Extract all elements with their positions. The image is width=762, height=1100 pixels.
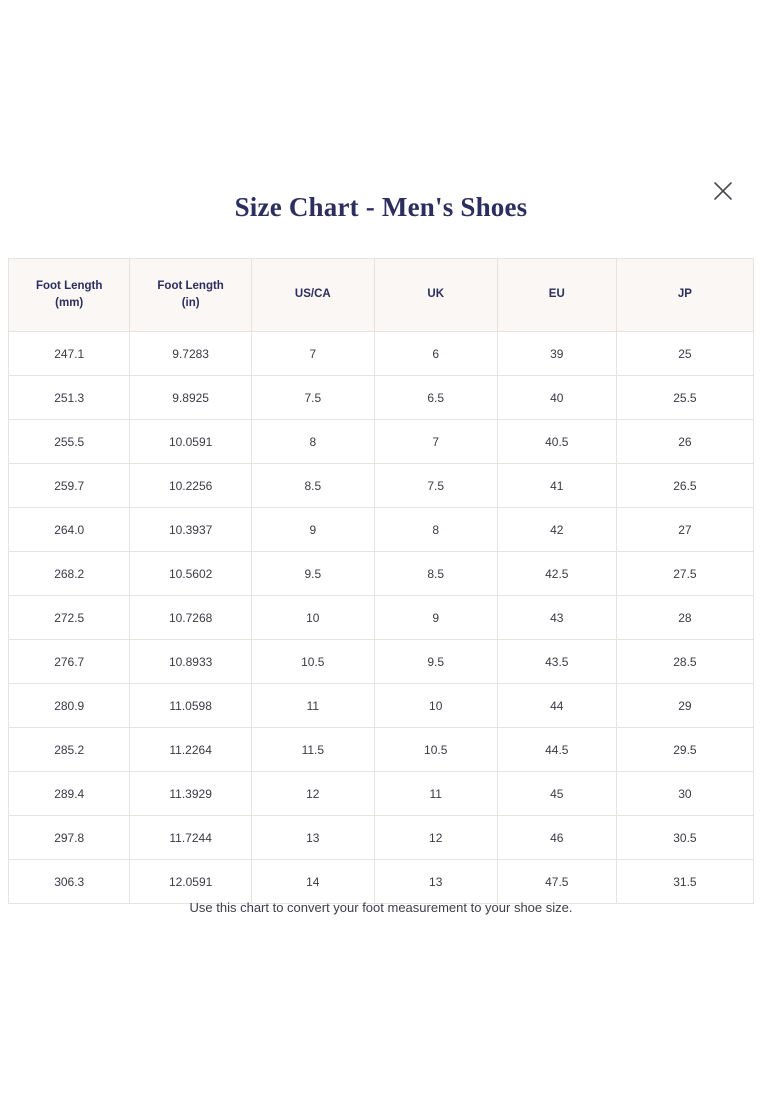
table-row bbox=[9, 420, 754, 464]
cell-foot-length-in: 10.7268 bbox=[130, 596, 251, 640]
cell-eu: 42.5 bbox=[497, 552, 616, 596]
cell-jp: 27 bbox=[616, 508, 753, 552]
column-header-line1: EU bbox=[548, 288, 565, 301]
cell-foot-length-in: 12.0591 bbox=[130, 860, 251, 904]
cell-foot-length-in: 11.7244 bbox=[130, 816, 251, 860]
cell-jp: 27.5 bbox=[616, 552, 753, 596]
cell-foot-length-mm: 272.5 bbox=[9, 596, 130, 640]
cell-foot-length-mm: 247.1 bbox=[9, 332, 130, 376]
cell-uk: 9.5 bbox=[374, 640, 497, 684]
cell-foot-length-mm: 306.3 bbox=[9, 860, 130, 904]
cell-jp: 28 bbox=[616, 596, 753, 640]
size-chart-table-wrap bbox=[8, 258, 754, 904]
cell-uk: 8 bbox=[374, 508, 497, 552]
cell-foot-length-mm: 276.7 bbox=[9, 640, 130, 684]
cell-foot-length-in: 11.3929 bbox=[130, 772, 251, 816]
cell-uk: 7.5 bbox=[374, 464, 497, 508]
cell-eu: 43.5 bbox=[497, 640, 616, 684]
cell-foot-length-mm: 251.3 bbox=[9, 376, 130, 420]
cell-jp: 30 bbox=[616, 772, 753, 816]
cell-eu: 40.5 bbox=[497, 420, 616, 464]
cell-us-ca: 12 bbox=[251, 772, 374, 816]
cell-jp: 26.5 bbox=[616, 464, 753, 508]
cell-us-ca: 9.5 bbox=[251, 552, 374, 596]
cell-foot-length-mm: 289.4 bbox=[9, 772, 130, 816]
cell-foot-length-mm: 268.2 bbox=[9, 552, 130, 596]
table-row bbox=[9, 860, 754, 904]
cell-foot-length-in: 9.8925 bbox=[130, 376, 251, 420]
cell-uk: 9 bbox=[374, 596, 497, 640]
cell-foot-length-in: 10.8933 bbox=[130, 640, 251, 684]
cell-us-ca: 7.5 bbox=[251, 376, 374, 420]
chart-footnote: Use this chart to convert your foot measurement to your shoe size. bbox=[189, 900, 573, 915]
cell-eu: 44.5 bbox=[497, 728, 616, 772]
cell-us-ca: 13 bbox=[251, 816, 374, 860]
cell-uk: 8.5 bbox=[374, 552, 497, 596]
cell-jp: 29 bbox=[616, 684, 753, 728]
cell-jp: 25 bbox=[616, 332, 753, 376]
column-header-uk bbox=[374, 259, 497, 332]
cell-uk: 13 bbox=[374, 860, 497, 904]
cell-us-ca: 8.5 bbox=[251, 464, 374, 508]
cell-us-ca: 11 bbox=[251, 684, 374, 728]
page-title: Size Chart - Men's Shoes bbox=[234, 192, 528, 222]
cell-foot-length-in: 9.7283 bbox=[130, 332, 251, 376]
column-header-eu bbox=[497, 259, 616, 332]
cell-uk: 10.5 bbox=[374, 728, 497, 772]
cell-uk: 10 bbox=[374, 684, 497, 728]
cell-us-ca: 11.5 bbox=[251, 728, 374, 772]
cell-foot-length-mm: 264.0 bbox=[9, 508, 130, 552]
cell-jp: 25.5 bbox=[616, 376, 753, 420]
cell-eu: 42 bbox=[497, 508, 616, 552]
cell-us-ca: 10.5 bbox=[251, 640, 374, 684]
cell-us-ca: 9 bbox=[251, 508, 374, 552]
cell-jp: 26 bbox=[616, 420, 753, 464]
cell-us-ca: 8 bbox=[251, 420, 374, 464]
cell-us-ca: 10 bbox=[251, 596, 374, 640]
cell-uk: 12 bbox=[374, 816, 497, 860]
table-row bbox=[9, 640, 754, 684]
cell-jp: 31.5 bbox=[616, 860, 753, 904]
column-header-us-ca bbox=[251, 259, 374, 332]
table-row bbox=[9, 332, 754, 376]
table-row bbox=[9, 728, 754, 772]
cell-uk: 6.5 bbox=[374, 376, 497, 420]
cell-us-ca: 14 bbox=[251, 860, 374, 904]
cell-eu: 40 bbox=[497, 376, 616, 420]
cell-foot-length-in: 11.0598 bbox=[130, 684, 251, 728]
column-header-line1: JP bbox=[677, 288, 692, 301]
cell-foot-length-mm: 285.2 bbox=[9, 728, 130, 772]
cell-us-ca: 7 bbox=[251, 332, 374, 376]
column-header-line1: Foot Length bbox=[157, 279, 224, 292]
cell-eu: 44 bbox=[497, 684, 616, 728]
table-row bbox=[9, 552, 754, 596]
cell-foot-length-in: 10.2256 bbox=[130, 464, 251, 508]
cell-foot-length-in: 11.2264 bbox=[130, 728, 251, 772]
cell-uk: 6 bbox=[374, 332, 497, 376]
cell-foot-length-mm: 297.8 bbox=[9, 816, 130, 860]
cell-uk: 7 bbox=[374, 420, 497, 464]
cell-foot-length-in: 10.5602 bbox=[130, 552, 251, 596]
size-chart-table bbox=[8, 258, 754, 904]
column-header-foot-length-in bbox=[130, 259, 251, 332]
cell-uk: 11 bbox=[374, 772, 497, 816]
cell-jp: 29.5 bbox=[616, 728, 753, 772]
cell-eu: 41 bbox=[497, 464, 616, 508]
cell-foot-length-mm: 280.9 bbox=[9, 684, 130, 728]
column-header-line1: UK bbox=[427, 288, 445, 301]
table-row bbox=[9, 772, 754, 816]
table-header-row bbox=[9, 259, 754, 332]
column-header-jp bbox=[616, 259, 753, 332]
table-row bbox=[9, 816, 754, 860]
cell-foot-length-mm: 259.7 bbox=[9, 464, 130, 508]
cell-jp: 30.5 bbox=[616, 816, 753, 860]
column-header-line2: (mm) bbox=[55, 297, 84, 309]
table-row bbox=[9, 508, 754, 552]
table-row bbox=[9, 684, 754, 728]
cell-jp: 28.5 bbox=[616, 640, 753, 684]
cell-eu: 46 bbox=[497, 816, 616, 860]
column-header-line2: (in) bbox=[181, 297, 200, 309]
table-row bbox=[9, 376, 754, 420]
column-header-foot-length-mm bbox=[9, 259, 130, 332]
cell-eu: 43 bbox=[497, 596, 616, 640]
cell-eu: 45 bbox=[497, 772, 616, 816]
cell-eu: 39 bbox=[497, 332, 616, 376]
cell-foot-length-in: 10.3937 bbox=[130, 508, 251, 552]
cell-foot-length-mm: 255.5 bbox=[9, 420, 130, 464]
cell-eu: 47.5 bbox=[497, 860, 616, 904]
table-row bbox=[9, 464, 754, 508]
column-header-line1: US/CA bbox=[294, 288, 331, 301]
cell-foot-length-in: 10.0591 bbox=[130, 420, 251, 464]
table-row bbox=[9, 596, 754, 640]
column-header-line1: Foot Length bbox=[35, 279, 103, 292]
